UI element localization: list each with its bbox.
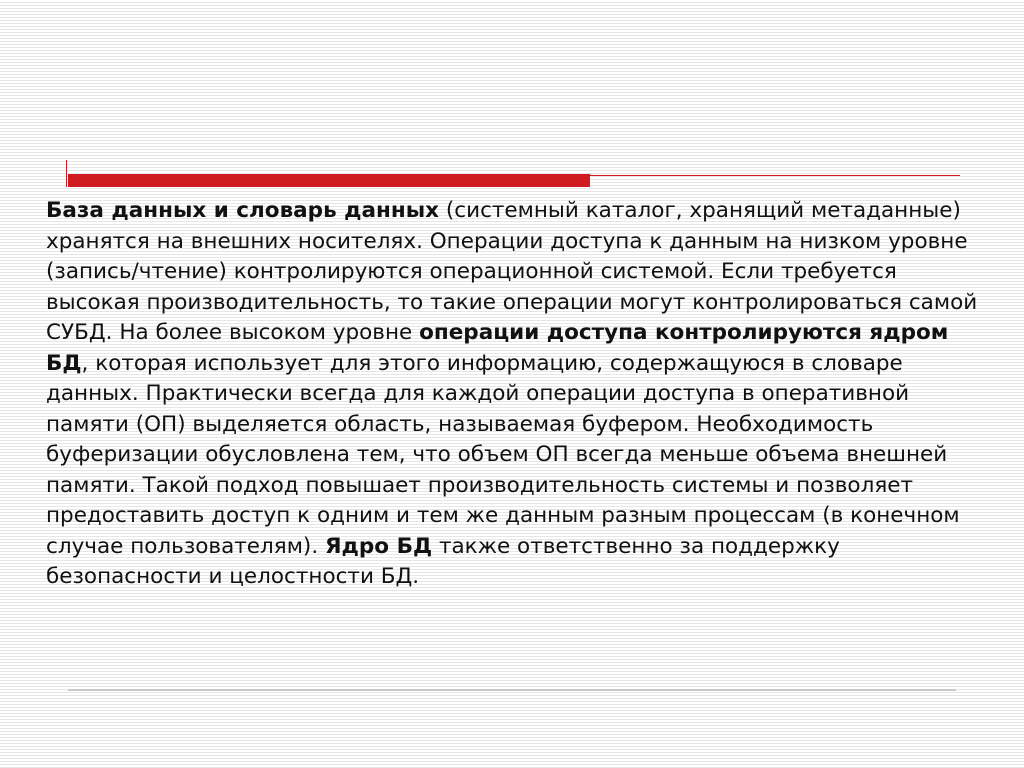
text-segment-bold: База данных и словарь данных xyxy=(46,198,440,223)
text-segment: (системный каталог, хранящий метаданные) хранятся на внешних носителях. Операции доступа к данным на низком уровне (запись/чтение) контролируются операционной системой. Если требуется высокая производительность, то такие операции могут контролироваться самой СУБД. На более высоком уровне xyxy=(46,198,978,345)
accent-rule-line xyxy=(590,175,960,176)
bottom-divider xyxy=(68,689,956,691)
text-segment: также ответственно за поддержку безопасности и целостности БД. xyxy=(46,533,840,589)
accent-vertical-line xyxy=(66,160,67,187)
slide-body-text xyxy=(46,196,981,593)
text-segment-bold: Ядро БД xyxy=(325,533,433,559)
text-segment: , которая использует для этого информацию, содержащуюся в словаре данных. Практически всегда для каждой операции доступа в оперативной памяти (ОП) выделяется область, называемая буфером. Необходимость буферизации обусловлена тем, что объем ОП всегда меньше объема внешней памяти. Такой подход повышает производительность системы и позволяет предоставить доступ к одним и тем же данным разным процессам (в конечном случае пользователям). xyxy=(46,350,960,559)
text-segment-bold: операции доступа контролируются ядром БД xyxy=(46,320,949,376)
accent-bar xyxy=(68,174,590,187)
